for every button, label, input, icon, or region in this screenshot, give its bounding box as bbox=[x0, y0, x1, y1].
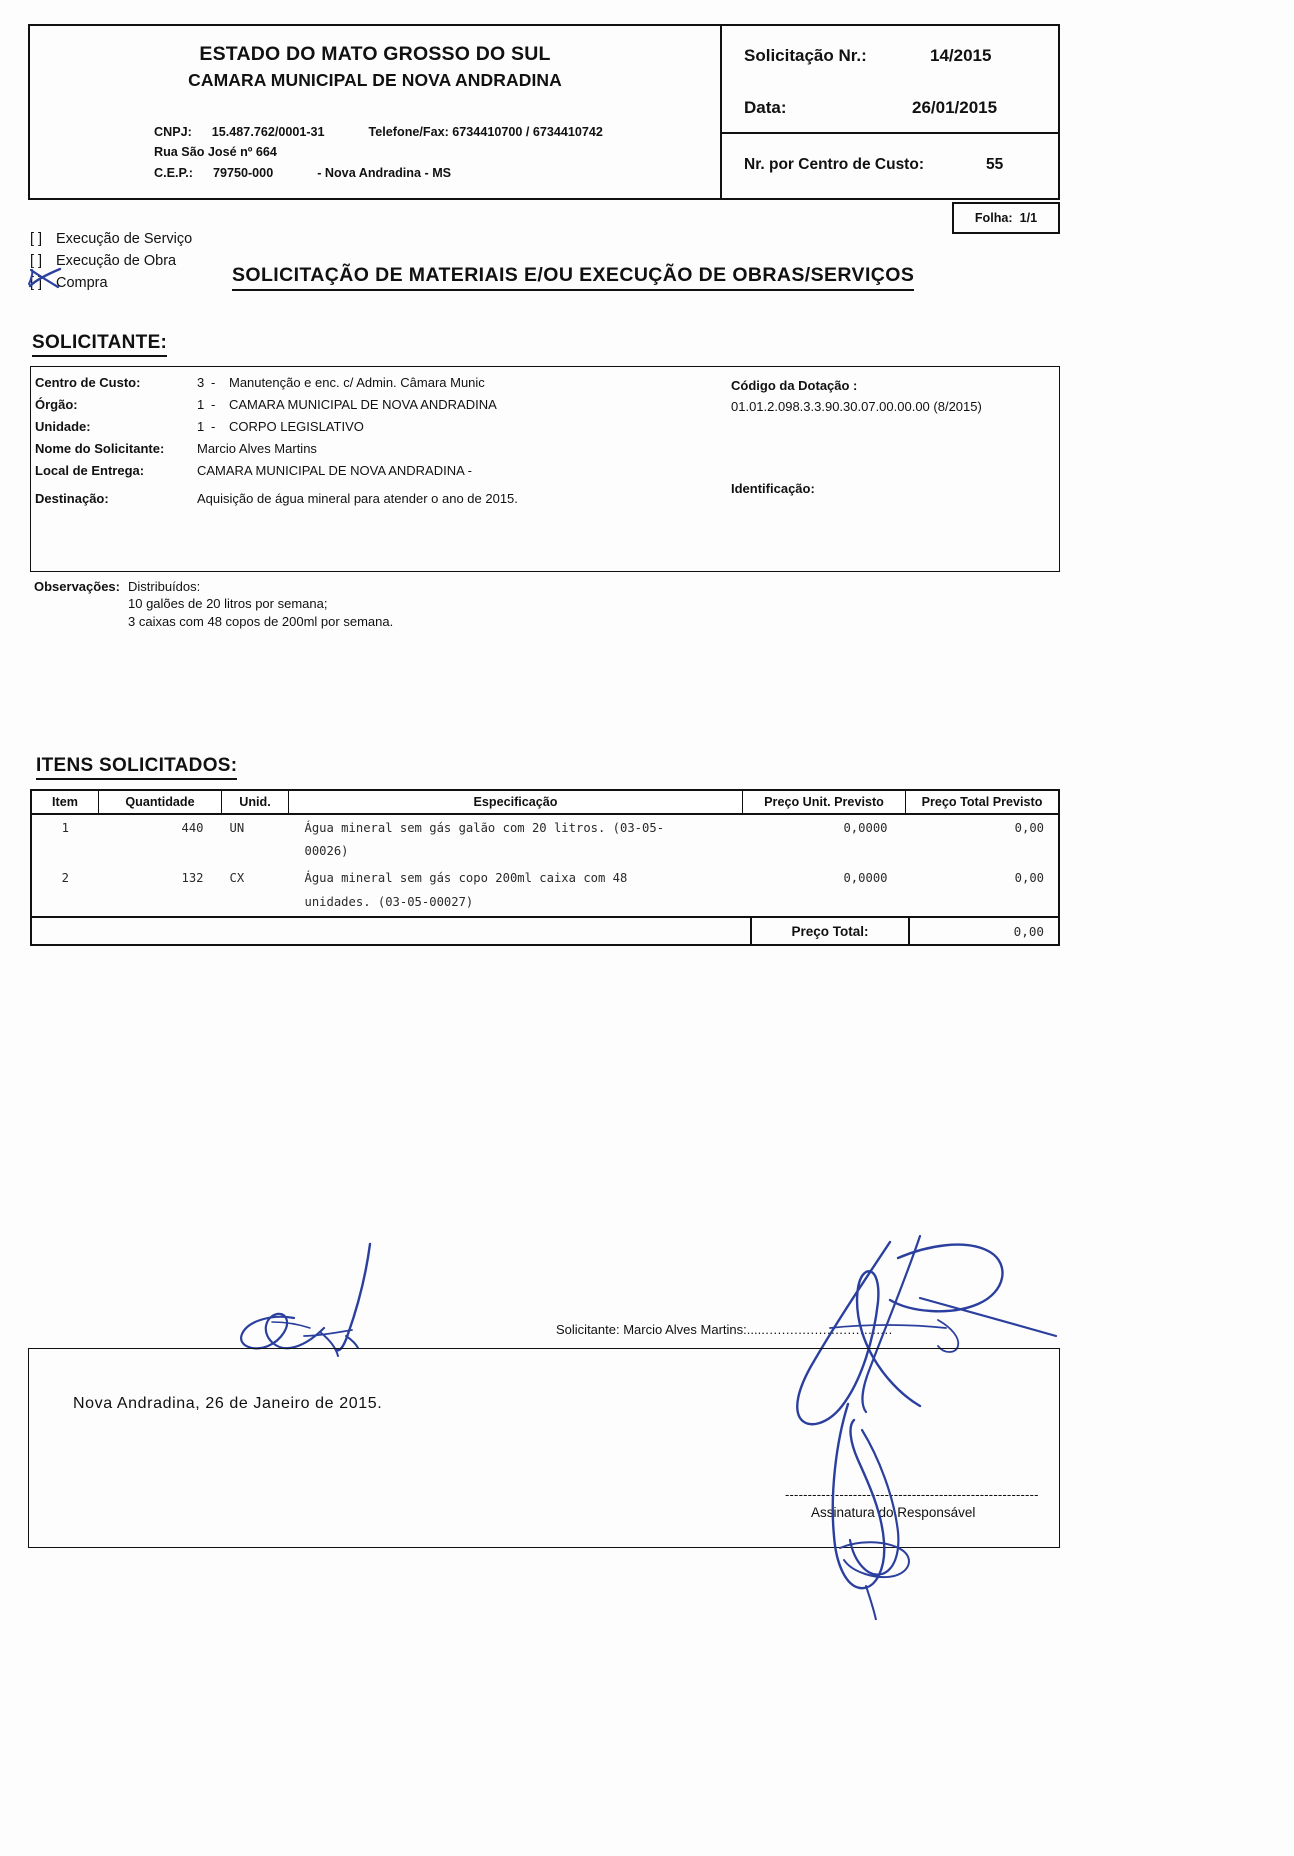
row1-especificacao-line2: 00026) bbox=[304, 844, 349, 859]
centro-de-custo-label: Centro de Custo: bbox=[35, 375, 141, 390]
solicitante-signature-line bbox=[556, 1322, 893, 1337]
centro-de-custo-value: Manutenção e enc. c/ Admin. Câmara Munic bbox=[229, 375, 485, 390]
field-unidade bbox=[35, 417, 735, 439]
row2-unid: CX bbox=[229, 871, 245, 886]
observacoes-block bbox=[34, 578, 393, 630]
identificacao-label: Identificação: bbox=[731, 481, 815, 496]
col-header-especificacao: Especificação bbox=[289, 791, 743, 814]
row2-preco-unit: 0,0000 bbox=[843, 871, 888, 886]
items-table bbox=[32, 791, 1058, 916]
preco-total-label: Preço Total: bbox=[752, 918, 910, 944]
cnpj-label: CNPJ: bbox=[154, 125, 192, 139]
items-table-wrapper bbox=[30, 789, 1060, 918]
codigo-dotacao-label: Código da Dotação : bbox=[731, 378, 858, 393]
row1-especificacao bbox=[289, 814, 743, 865]
checkbox-compra[interactable] bbox=[30, 272, 192, 294]
field-orgao bbox=[35, 395, 735, 417]
org-contact-block bbox=[154, 122, 603, 183]
city-date-text: Nova Andradina, 26 de Janeiro de 2015. bbox=[73, 1395, 383, 1412]
responsavel-signature-rule: -------------------------------------------------------- bbox=[785, 1487, 1039, 1502]
data-value: 26/01/2015 bbox=[912, 98, 998, 117]
data-label: Data: bbox=[744, 98, 787, 117]
checkbox-compra-label: Compra bbox=[56, 275, 108, 292]
row1-especificacao-line1: Água mineral sem gás galão com 20 litros. (03-05- bbox=[304, 821, 665, 835]
table-row bbox=[32, 865, 1058, 915]
field-destinacao bbox=[35, 489, 735, 511]
row2-especificacao-line2: unidades. (03-05-00027) bbox=[304, 894, 474, 909]
responsavel-label: Assinatura do Responsável bbox=[811, 1505, 976, 1520]
cep-value: 79750-000 bbox=[212, 165, 274, 180]
solicitacao-value: 14/2015 bbox=[930, 46, 992, 65]
field-local-entrega bbox=[35, 461, 735, 483]
codigo-dotacao-value: 01.01.2.098.3.3.90.30.07.00.00.00 (8/2015) bbox=[731, 399, 982, 415]
col-header-quantidade: Quantidade bbox=[99, 791, 222, 814]
solicitacao-label: Solicitação Nr.: bbox=[744, 46, 867, 65]
cep-label: C.E.P.: bbox=[154, 165, 193, 180]
centro-custo-value: 55 bbox=[986, 156, 1004, 173]
observacoes-line-2: 10 galões de 20 litros por semana; bbox=[128, 596, 328, 612]
folha-label: Folha: bbox=[974, 211, 1013, 225]
row1-item: 1 bbox=[61, 821, 69, 835]
row2-item: 2 bbox=[61, 871, 69, 886]
local-entrega-value: CAMARA MUNICIPAL DE NOVA ANDRADINA - bbox=[197, 463, 472, 478]
solicitante-box bbox=[30, 366, 1060, 572]
orgao-dash: - bbox=[211, 397, 216, 412]
header-table bbox=[28, 24, 1060, 200]
total-blank-cell bbox=[32, 918, 752, 944]
row2-preco-total: 0,00 bbox=[1014, 871, 1044, 886]
header-org-cell bbox=[30, 26, 722, 198]
row1-unid: UN bbox=[229, 821, 245, 835]
org-name-title: CAMARA MUNICIPAL DE NOVA ANDRADINA bbox=[188, 70, 562, 91]
header-solicitacao-group bbox=[722, 26, 1058, 134]
unidade-num: 1 bbox=[197, 419, 205, 434]
row2-especificacao-line1: Água mineral sem gás copo 200ml caixa com 48 bbox=[304, 871, 628, 886]
solicitante-signature-dots: ................................ bbox=[761, 1322, 893, 1337]
row1-preco-unit: 0,0000 bbox=[843, 821, 888, 835]
checkbox-servico-mark: [ ] bbox=[30, 231, 43, 247]
preco-total-value: 0,00 bbox=[1013, 923, 1044, 939]
items-total-row bbox=[30, 916, 1060, 946]
itens-section-title: ITENS SOLICITADOS: bbox=[36, 755, 237, 780]
row1-preco-total: 0,00 bbox=[1014, 821, 1044, 835]
header-centro-custo-group bbox=[722, 134, 1058, 198]
observacoes-line-1: Distribuídos: bbox=[128, 579, 201, 594]
destinacao-label: Destinação: bbox=[35, 491, 109, 506]
col-header-item: Item bbox=[32, 791, 99, 814]
checkbox-execucao-obra[interactable] bbox=[30, 250, 192, 272]
checkbox-execucao-servico[interactable] bbox=[30, 228, 192, 250]
document-title: SOLICITAÇÃO DE MATERIAIS E/OU EXECUÇÃO DE OBRAS/SERVIÇOS bbox=[232, 264, 914, 291]
destinacao-value: Aquisição de água mineral para atender o ano de 2015. bbox=[197, 491, 518, 506]
cnpj-value: 15.487.762/0001-31 bbox=[211, 125, 325, 139]
table-row bbox=[32, 814, 1058, 865]
observacoes-text bbox=[128, 578, 393, 630]
field-centro-de-custo bbox=[35, 373, 735, 395]
row2-quantidade: 132 bbox=[181, 871, 204, 886]
field-nome-solicitante bbox=[35, 439, 735, 461]
unidade-label: Unidade: bbox=[35, 419, 91, 434]
orgao-num: 1 bbox=[197, 397, 205, 412]
checkbox-obra-mark: [ ] bbox=[30, 253, 43, 270]
codigo-dotacao-block bbox=[731, 375, 982, 417]
orgao-label: Órgão: bbox=[35, 397, 78, 412]
checkbox-servico-label: Execução de Serviço bbox=[56, 231, 193, 247]
col-header-preco-unit: Preço Unit. Previsto bbox=[743, 791, 906, 814]
nome-solicitante-value: Marcio Alves Martins bbox=[197, 441, 317, 456]
folha-box bbox=[952, 202, 1060, 234]
observacoes-line-3: 3 caixas com 48 copos de 200ml por semana. bbox=[128, 613, 394, 629]
row2-especificacao bbox=[289, 865, 743, 915]
checkbox-compra-mark: [ ] bbox=[30, 275, 43, 292]
checkbox-obra-label: Execução de Obra bbox=[56, 253, 177, 270]
solicitante-fields bbox=[35, 373, 735, 511]
centro-custo-label: Nr. por Centro de Custo: bbox=[744, 156, 924, 173]
centro-de-custo-num: 3 bbox=[197, 375, 205, 390]
solicitante-section-title: SOLICITANTE: bbox=[32, 332, 167, 357]
folha-value: 1/1 bbox=[1019, 211, 1038, 225]
city-state: - Nova Andradina - MS bbox=[317, 165, 452, 180]
request-type-checkbox-group bbox=[30, 228, 192, 294]
phone-label: Telefone/Fax: bbox=[368, 125, 449, 139]
unidade-dash: - bbox=[211, 419, 216, 434]
table-header-row bbox=[32, 791, 1058, 814]
col-header-preco-total: Preço Total Previsto bbox=[906, 791, 1059, 814]
solicitante-signature-label: Solicitante: Marcio Alves Martins:.... bbox=[556, 1322, 762, 1337]
address-line: Rua São José nº 664 bbox=[154, 145, 277, 160]
header-meta-cell bbox=[722, 26, 1058, 198]
observacoes-label: Observações: bbox=[34, 579, 120, 594]
local-entrega-label: Local de Entrega: bbox=[35, 463, 145, 478]
phone-value: 6734410700 / 6734410742 bbox=[452, 125, 603, 139]
org-state-title: ESTADO DO MATO GROSSO DO SUL bbox=[199, 43, 551, 65]
centro-de-custo-dash: - bbox=[211, 375, 216, 390]
orgao-value: CAMARA MUNICIPAL DE NOVA ANDRADINA bbox=[229, 397, 497, 412]
footer-box bbox=[28, 1348, 1060, 1548]
col-header-unid: Unid. bbox=[222, 791, 289, 814]
unidade-value: CORPO LEGISLATIVO bbox=[229, 419, 364, 434]
nome-solicitante-label: Nome do Solicitante: bbox=[35, 441, 165, 456]
row1-quantidade: 440 bbox=[181, 821, 204, 835]
